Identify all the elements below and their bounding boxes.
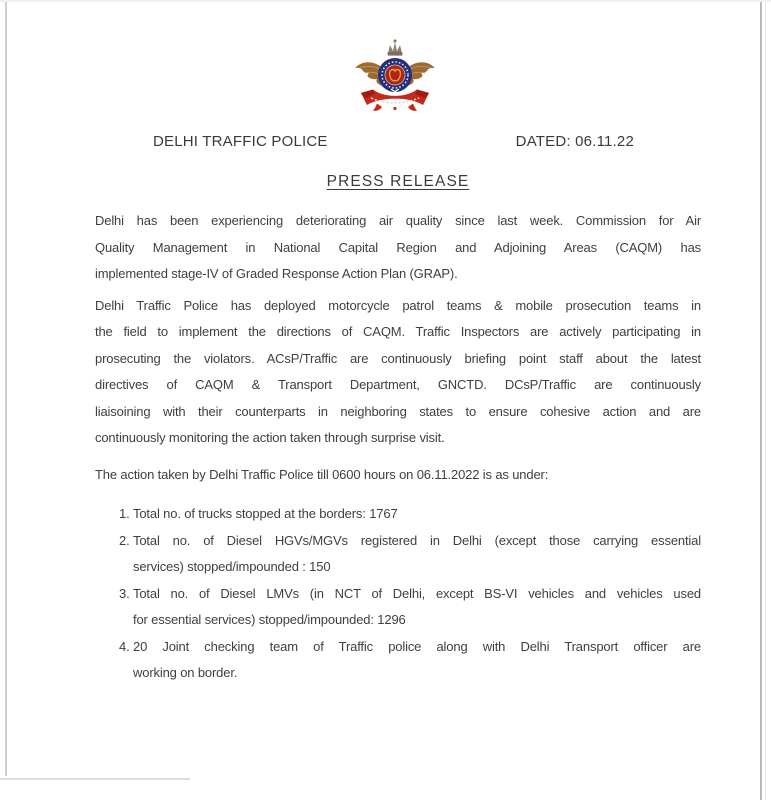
text-line: prosecuting the violators. ACsP/Traffic are continuously briefing point staff about the latest <box>95 350 701 366</box>
emblem-badge <box>378 58 412 92</box>
org-name: DELHI TRAFFIC POLICE <box>153 133 328 150</box>
text-line: directives of CAQM & Transport Department, GNCTD. DCsP/Traffic are continuously <box>95 377 701 392</box>
page-edge-line-right-faint <box>765 0 766 800</box>
text-line: Quality Management in National Capital Region and Adjoining Areas (CAQM) has <box>95 239 701 255</box>
text-line: working on border. <box>133 665 238 680</box>
list-item-lmv-impounded <box>133 581 701 634</box>
text-line: services) stopped/impounded : 150 <box>133 559 331 574</box>
text-line: for essential services) stopped/impounded: 1296 <box>133 612 406 627</box>
page-edge-line-bottom <box>0 778 190 780</box>
dated-label: DATED: 06.11.22 <box>515 133 634 150</box>
text-line: The action taken by Delhi Traffic Police till 0600 hours on 06.11.2022 is as under: <box>95 466 549 482</box>
text-line: implemented stage-IV of Graded Response Action Plan (GRAP). <box>95 266 458 281</box>
paragraph-action-intro <box>95 462 701 489</box>
delhi-police-emblem-icon <box>352 38 438 118</box>
list-item-hgv-mgv-impounded <box>133 528 701 581</box>
text-line: 3. Total no. of Diesel LMVs (in NCT of Delhi, except BS-VI vehicles and vehicles used <box>133 585 701 601</box>
action-taken-list <box>95 501 701 687</box>
text-line: continuously monitoring the action taken through surprise visit. <box>95 430 445 445</box>
paragraph-deployment <box>95 293 701 452</box>
list-item-joint-checking-teams <box>133 634 701 687</box>
emblem-crown <box>388 39 403 55</box>
emblem-ribbon <box>361 90 429 111</box>
paragraph-air-quality <box>95 208 701 288</box>
press-release-title-row <box>95 172 701 191</box>
document-content <box>95 0 701 687</box>
text-line: 4. 20 Joint checking team of Traffic police along with Delhi Transport officer are <box>133 638 701 654</box>
text-line: 1. Total no. of trucks stopped at the borders: 1767 <box>133 506 398 521</box>
list-item-trucks-stopped <box>133 501 701 528</box>
text-line: Delhi Traffic Police has deployed motorcycle patrol teams & mobile prosecution teams in <box>95 297 701 313</box>
text-line: Delhi has been experiencing deteriorating air quality since last week. Commission for Air <box>95 213 701 228</box>
page-edge-line-left <box>5 0 7 776</box>
text-line: 2. Total no. of Diesel HGVs/MGVs registered in Delhi (except those carrying essential <box>133 532 701 548</box>
press-release-title: PRESS RELEASE <box>326 173 470 190</box>
page-edge-line-right <box>760 0 762 800</box>
text-line: liaisoining with their counterparts in neighboring states to ensure cohesive action and are <box>95 403 701 419</box>
text-line: the field to implement the directions of CAQM. Traffic Inspectors are actively participating in <box>95 324 701 339</box>
document-header-row <box>95 132 701 151</box>
